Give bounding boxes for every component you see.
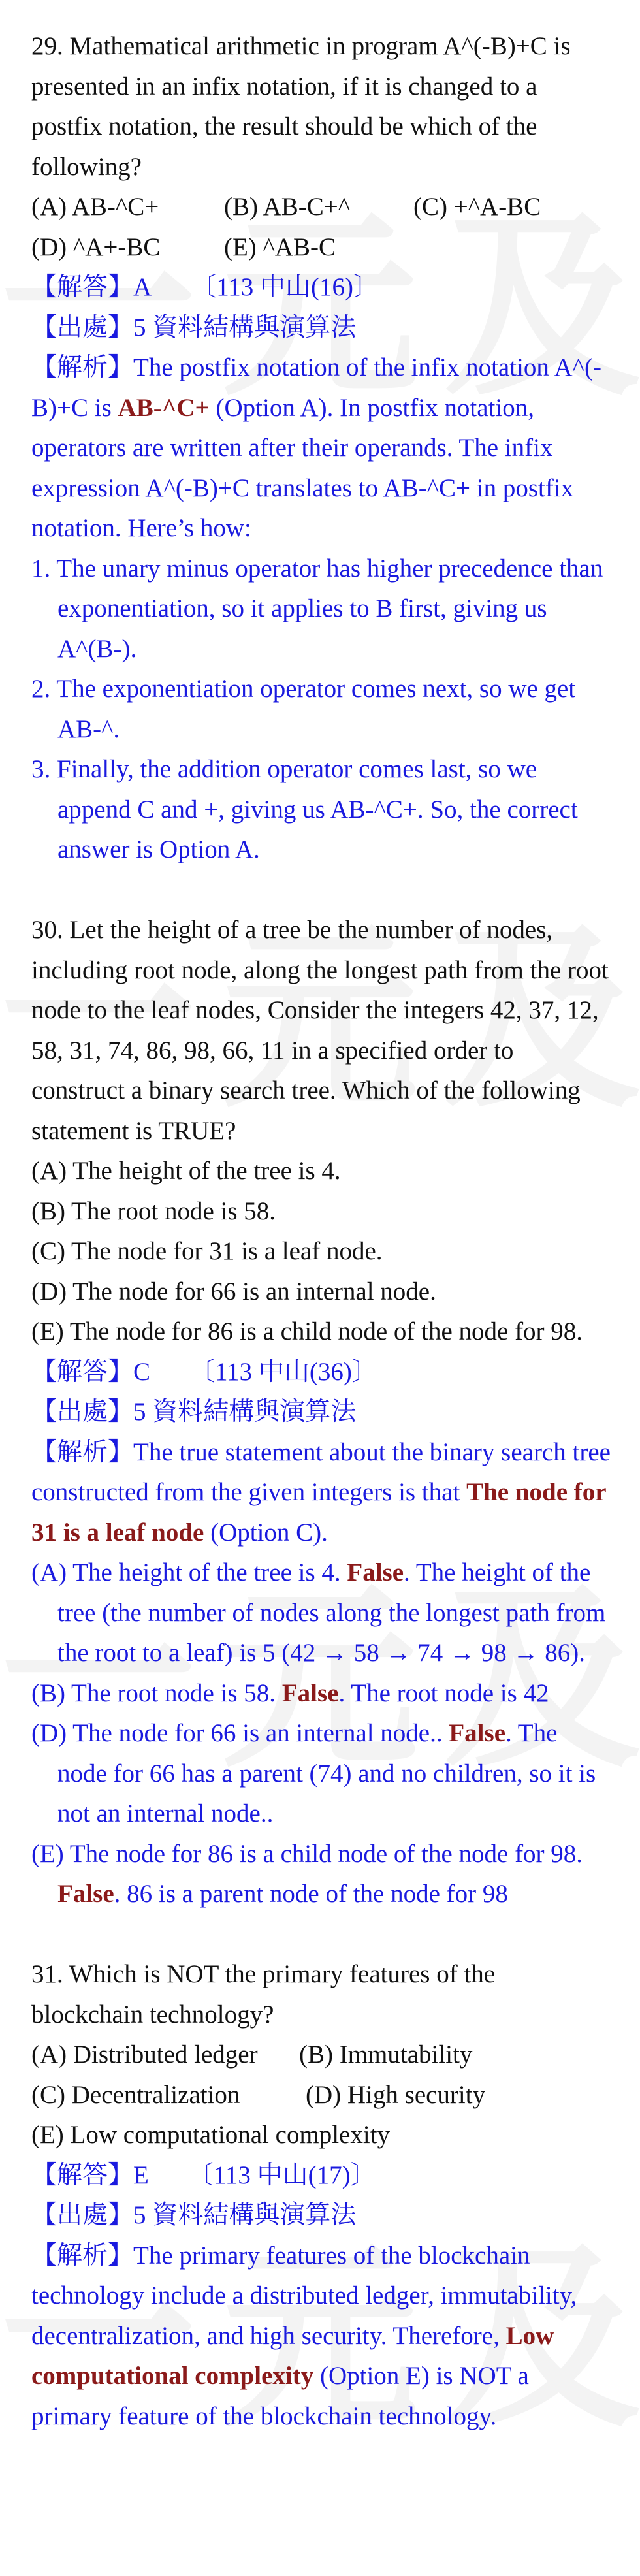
option-b: (B) The root node is 58. <box>31 1197 276 1225</box>
answer-source: 〔113 中山(17)〕 <box>187 2161 376 2189</box>
source-line <box>31 2195 613 2236</box>
option-e: (E) ^AB-C <box>224 233 336 261</box>
explanation-paragraph <box>31 1432 613 1553</box>
answer-tag: 【解答】 <box>31 2161 134 2189</box>
explanation-text: The postfix notation of the infix notation A^(-B)+C is <box>31 353 601 422</box>
options-row <box>31 227 613 268</box>
false-label: False <box>347 1558 404 1586</box>
option-d: (D) ^A+-BC <box>31 233 161 261</box>
answer-value: A <box>133 273 152 301</box>
analysis-text: (E) The node for 86 is a child node of the node for 98. <box>31 1839 583 1868</box>
question-text: 29. Mathematical arithmetic in program A^(-B)+C is presented in an infix notation, if it is changed to a postfix notation, the result should be which of the following? <box>31 32 571 181</box>
explanation-text: (Option C). <box>204 1518 328 1547</box>
question-29 <box>31 26 613 870</box>
explanation-paragraph <box>31 347 613 549</box>
answer-source: 〔113 中山(16)〕 <box>191 273 379 301</box>
options-row <box>31 187 613 227</box>
option-c: (C) The node for 31 is a leaf node. <box>31 1237 383 1265</box>
explanation-tag: 【解析】 <box>31 353 134 381</box>
analysis-b <box>31 1673 613 1714</box>
option-c: (C) +^A-BC <box>413 193 541 221</box>
highlight-answer: Low computational complexity <box>31 2321 554 2390</box>
answer-source: 〔113 中山(36)〕 <box>189 1357 377 1386</box>
option-d: (D) The node for 66 is an internal node. <box>31 1277 436 1306</box>
false-label: False <box>57 1880 114 1908</box>
answer-line <box>31 1352 613 1393</box>
analysis-text: . 86 is a parent node of the node for 98 <box>114 1880 508 1908</box>
option-a: (A) The height of the tree is 4. <box>31 1157 341 1185</box>
step-3: 3. Finally, the addition operator comes last, so we append C and +, giving us AB-^C+. So, the correct answer is Option A. <box>31 755 578 863</box>
source-tag: 【出處】 <box>31 313 134 342</box>
explanation <box>31 1432 613 1914</box>
option-c: (C) Decentralization <box>31 2080 240 2109</box>
option-a: (A) Distributed ledger <box>31 2040 258 2069</box>
answer-value: C <box>133 1357 151 1386</box>
highlight-answer: AB-^C+ <box>118 393 210 422</box>
analysis-text: . The node for 66 has a parent (74) and no children, so it is not an internal node.. <box>57 1719 596 1827</box>
answer-tag: 【解答】 <box>31 1357 134 1386</box>
options-row <box>31 2035 613 2075</box>
question-stem <box>31 1954 613 2155</box>
analysis-text: (A) The height of the tree is 4. <box>31 1558 347 1586</box>
explanation-text: The primary features of the blockchain technology include a distributed ledger, immutability, decentralization, and high security. Therefore, <box>31 2241 577 2350</box>
answer-tag: 【解答】 <box>31 273 134 301</box>
option-a: (A) AB-^C+ <box>31 193 159 221</box>
source-line <box>31 1392 613 1432</box>
explanation-tag: 【解析】 <box>31 1438 134 1466</box>
highlight-answer: The node for 31 is a leaf node <box>31 1478 606 1547</box>
question-stem <box>31 910 613 1352</box>
question-text: 30. Let the height of a tree be the number of nodes, including root node, along the longest path from the root node to the leaf nodes, Consider the integers 42, 37, 12, 58, 31, 74, 86, 98, 66, 11 in a specified order to construct a binary search tree. Which of the following statement is TRUE? <box>31 916 609 1145</box>
option-e: (E) Low computational complexity <box>31 2121 391 2149</box>
explanation-text: The true statement about the binary search tree constructed from the given integers is that <box>31 1438 611 1506</box>
step-2: 2. The exponentiation operator comes next, so we get AB-^. <box>31 675 576 743</box>
option-e: (E) The node for 86 is a child node of the node for 98. <box>31 1317 583 1345</box>
source-tag: 【出處】 <box>31 2201 134 2229</box>
analysis-text: (B) The root node is 58. <box>31 1679 282 1707</box>
explanation-text: (Option A). In postfix notation, operators are written after their operands. The infix expression A^(-B)+C translates to AB-^C+ in postfix notation. Here’s how: <box>31 393 574 542</box>
analysis-a <box>31 1553 613 1673</box>
source-tag: 【出處】 <box>31 1398 134 1426</box>
analysis-text: (D) The node for 66 is an internal node.. <box>31 1719 449 1747</box>
question-30 <box>31 910 613 1914</box>
options-row <box>31 2075 613 2116</box>
explanation-paragraph <box>31 2236 613 2437</box>
source-value: 5 資料結構與演算法 <box>133 2201 357 2229</box>
step-1: 1. The unary minus operator has higher precedence than exponentiation, so it applies to B first, giving us A^(B-). <box>31 554 603 663</box>
option-b: (B) Immutability <box>299 2040 473 2069</box>
analysis-text: . The height of the tree (the number of nodes along the longest path from the root to a leaf) is 5 (42 → 58 → 74 → 98 → 86). <box>57 1558 606 1667</box>
spacer <box>31 870 613 910</box>
question-text: 31. Which is NOT the primary features of the blockchain technology? <box>31 1960 496 2029</box>
spacer <box>31 1914 613 1955</box>
question-31 <box>31 1954 613 2436</box>
source-line <box>31 308 613 348</box>
answer-value: E <box>133 2161 149 2189</box>
source-value: 5 資料結構與演算法 <box>133 1398 357 1426</box>
analysis-e <box>31 1834 613 1914</box>
explanation <box>31 2236 613 2437</box>
explanation <box>31 347 613 870</box>
question-stem <box>31 26 613 267</box>
analysis-text: . The root node is 42 <box>338 1679 549 1707</box>
answer-line <box>31 2155 613 2196</box>
false-label: False <box>449 1719 506 1747</box>
source-value: 5 資料結構與演算法 <box>133 313 357 342</box>
analysis-d <box>31 1713 613 1834</box>
option-b: (B) AB-C+^ <box>224 193 351 221</box>
explanation-tag: 【解析】 <box>31 2241 134 2270</box>
explanation-text: (Option E) is NOT a primary feature of the blockchain technology. <box>31 2362 529 2430</box>
false-label: False <box>281 1679 339 1707</box>
option-d: (D) High security <box>306 2080 486 2109</box>
answer-line <box>31 267 613 308</box>
